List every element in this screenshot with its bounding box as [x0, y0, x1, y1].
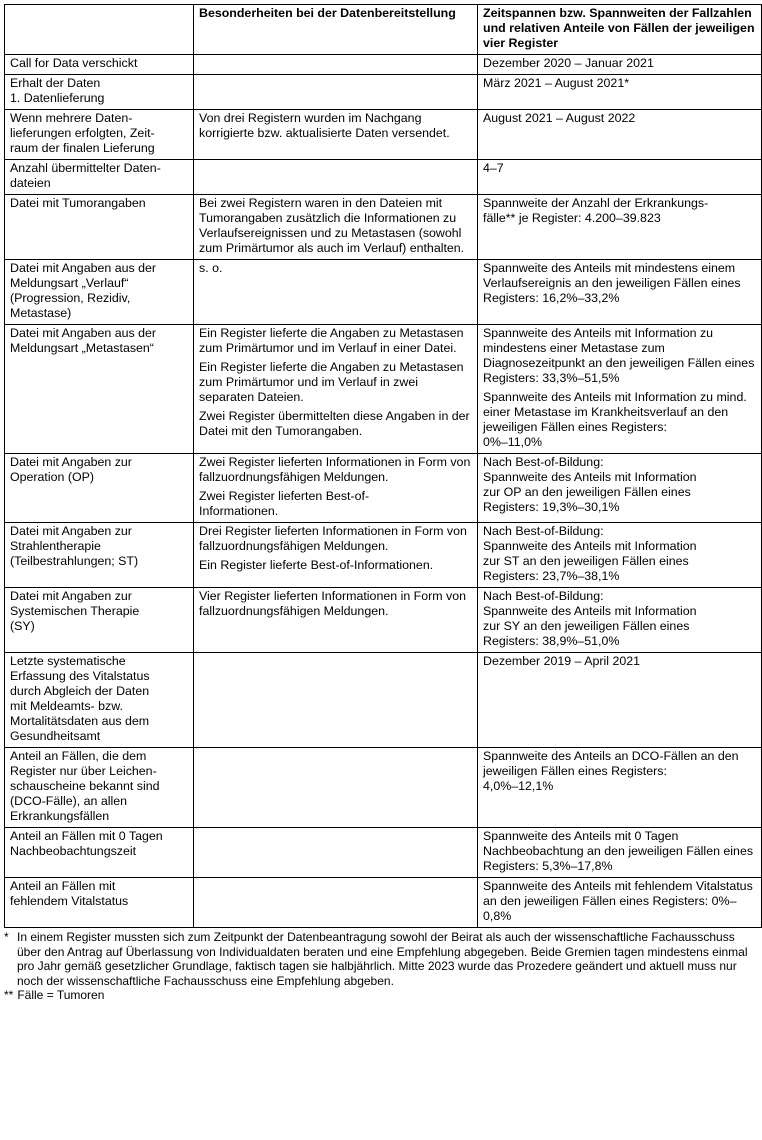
footnote-text: Fälle = Tumoren [17, 988, 105, 1002]
text-line: Registers: 19,3%–30,1% [483, 500, 620, 514]
footnote-mark: ** [4, 988, 14, 1002]
detail-paragraph [199, 489, 472, 519]
range-paragraph [483, 261, 756, 306]
text-line: Vier Register lieferten Informationen in Form von fallzuordnungsfähigen Meldungen. [199, 589, 466, 618]
range-paragraph [483, 589, 756, 649]
text-line: Call for Data verschickt [10, 56, 138, 70]
table-row [5, 828, 762, 878]
text-line: Registers: 38,9%–51,0% [483, 634, 620, 648]
text-line: 4,0%–12,1% [483, 779, 554, 793]
footnote-mark: * [4, 930, 9, 944]
text-line: Spannweite des Anteils an DCO-Fällen an den jeweiligen Fällen eines Registers: [483, 749, 739, 778]
text-line: Nach Best-of-Bildung: [483, 524, 604, 538]
range-paragraph [483, 879, 756, 924]
table-row [5, 588, 762, 653]
text-line: Datei mit Angaben zur [10, 524, 132, 538]
detail-paragraph [199, 558, 472, 573]
table-row [5, 523, 762, 588]
text-line: fälle** je Register: 4.200–39.823 [483, 211, 661, 225]
range-paragraph [483, 749, 756, 794]
ranges-cell [478, 454, 762, 523]
row-label-cell [5, 110, 194, 160]
range-paragraph [483, 161, 756, 176]
text-line: Dezember 2020 – Januar 2021 [483, 56, 654, 70]
data-provision-table [4, 4, 762, 928]
text-line: Ein Register lieferte die Angaben zu Metastasen zum Primärtumor und im Verlauf in zwei separaten Dateien. [199, 360, 464, 404]
text-line: s. o. [199, 261, 223, 275]
text-line: Dezember 2019 – April 2021 [483, 654, 641, 668]
ranges-cell [478, 160, 762, 195]
detail-paragraph [199, 111, 472, 141]
text-line: Gesundheitsamt [10, 729, 101, 743]
row-label-cell [5, 325, 194, 454]
row-label-cell [5, 260, 194, 325]
detail-paragraph [199, 589, 472, 619]
text-line: Registers: 23,7%–38,1% [483, 569, 620, 583]
ranges-cell [478, 588, 762, 653]
text-line: Meldungsart „Metastasen“ [10, 341, 154, 355]
ranges-cell [478, 75, 762, 110]
text-line: Spannweite des Anteils mit Information [483, 539, 697, 553]
footnote [4, 930, 761, 988]
details-cell [194, 878, 478, 928]
text-line: (SY) [10, 619, 35, 633]
text-line: Datei mit Angaben zur [10, 455, 132, 469]
table-row [5, 195, 762, 260]
row-label-cell [5, 160, 194, 195]
text-line: Nach Best-of-Bildung: [483, 589, 604, 603]
detail-paragraph [199, 455, 472, 485]
table-row [5, 454, 762, 523]
range-paragraph [483, 524, 756, 584]
text-line: Meldungsart „Verlauf“ [10, 276, 129, 290]
text-line: (Progression, Rezidiv, [10, 291, 131, 305]
text-line: Spannweite des Anteils mit 0 Tagen Nachbeobachtung an den jeweiligen Fällen eines Registers: 5,3%–17,8% [483, 829, 754, 873]
text-line: (Teilbestrahlungen; ST) [10, 554, 139, 568]
text-line: Drei Register lieferten Informationen in Form von fallzuordnungsfähigen Meldungen. [199, 524, 467, 553]
row-label [10, 111, 188, 156]
text-line: Spannweite des Anteils mit Information zu mind. einer Metastase im Krankheitsverlauf an den jeweiligen Fällen eines Registers: [483, 390, 747, 434]
text-line: Datei mit Tumorangaben [10, 196, 146, 210]
range-paragraph [483, 829, 756, 874]
details-cell [194, 828, 478, 878]
row-label [10, 161, 188, 191]
text-line: Bei zwei Registern waren in den Dateien mit Tumorangaben zusätzlich die Informationen zu Verlaufsereignissen und zu Metastasen (sowohl zum Primärtumor als auch im Verlauf) enthalten. [199, 196, 465, 255]
row-label [10, 326, 188, 356]
detail-paragraph [199, 196, 472, 256]
details-cell [194, 325, 478, 454]
text-line: Spannweite der Anzahl der Erkrankungs- [483, 196, 709, 210]
details-cell [194, 748, 478, 828]
details-cell [194, 160, 478, 195]
details-cell [194, 260, 478, 325]
footnote [4, 988, 761, 1003]
detail-paragraph [199, 360, 472, 405]
text-line: Register nur über Leichen- [10, 764, 157, 778]
row-label [10, 879, 188, 909]
text-line: Metastase) [10, 306, 72, 320]
row-label [10, 196, 188, 211]
header-col2: Besonderheiten bei der Datenbereitstellung [194, 5, 478, 55]
ranges-cell [478, 748, 762, 828]
row-label [10, 455, 188, 485]
table-row [5, 260, 762, 325]
text-line: durch Abgleich der Daten [10, 684, 150, 698]
details-cell [194, 75, 478, 110]
row-label [10, 76, 188, 106]
range-paragraph [483, 654, 756, 669]
text-line: Spannweite des Anteils mit Information [483, 604, 697, 618]
text-line: Spannweite des Anteils mit fehlendem Vitalstatus an den jeweiligen Fällen eines Registers: 0%–0,8% [483, 879, 753, 923]
text-line: Zwei Register lieferten Best-of- [199, 489, 370, 503]
text-line: Wenn mehrere Daten- [10, 111, 133, 125]
row-label [10, 261, 188, 321]
text-line: Ein Register lieferte die Angaben zu Metastasen zum Primärtumor und im Verlauf in einer Datei. [199, 326, 464, 355]
row-label-cell [5, 523, 194, 588]
row-label [10, 749, 188, 824]
table-row [5, 160, 762, 195]
text-line: Spannweite des Anteils mit Information [483, 470, 697, 484]
row-label [10, 56, 188, 71]
text-line: Datei mit Angaben aus der [10, 326, 157, 340]
row-label-cell [5, 75, 194, 110]
ranges-cell [478, 325, 762, 454]
table-row [5, 878, 762, 928]
text-line: (DCO-Fälle), an allen [10, 794, 128, 808]
text-line: August 2021 – August 2022 [483, 111, 636, 125]
ranges-cell [478, 55, 762, 75]
text-line: Von drei Registern wurden im Nachgang korrigierte bzw. aktualisierte Daten versendet. [199, 111, 450, 140]
row-label [10, 829, 188, 859]
text-line: 4–7 [483, 161, 504, 175]
details-cell [194, 55, 478, 75]
text-line: Systemischen Therapie [10, 604, 140, 618]
row-label-cell [5, 55, 194, 75]
table-row [5, 55, 762, 75]
table-body [5, 55, 762, 928]
text-line: März 2021 – August 2021* [483, 76, 630, 90]
row-label-cell [5, 454, 194, 523]
text-line: Mortalitätsdaten aus dem [10, 714, 150, 728]
text-line: Datei mit Angaben aus der [10, 261, 157, 275]
text-line: Erfassung des Vitalstatus [10, 669, 150, 683]
detail-paragraph [199, 524, 472, 554]
text-line: Anteil an Fällen mit 0 Tagen [10, 829, 163, 843]
footnote-text: In einem Register mussten sich zum Zeitpunkt der Datenbeantragung sowohl der Beirat als auch der wissenschaftliche Fachausschuss über den Antrag auf Überlassung von Individualdaten beraten und eine Empfehlung abgegeben. Beide Gremien tagen mindestens einmal pro Jahr gemäß gesetzlicher Grundlage, faktisch tagen sie halbjährlich. Mitte 2023 wurde das Prozedere geändert und aktuell muss nur noch der wissenschaftliche Fachausschuss eine Empfehlung abgeben. [17, 930, 748, 988]
text-line: Zwei Register übermittelten diese Angaben in der Datei mit den Tumorangaben. [199, 409, 470, 438]
detail-paragraph [199, 326, 472, 356]
text-line: raum der finalen Lieferung [10, 141, 155, 155]
range-paragraph [483, 390, 756, 450]
text-line: Nachbeobachtungszeit [10, 844, 137, 858]
table-row [5, 75, 762, 110]
range-paragraph [483, 326, 756, 386]
table-row [5, 325, 762, 454]
table-header-row [5, 5, 762, 55]
text-line: 0%–11,0% [483, 435, 543, 449]
ranges-cell [478, 828, 762, 878]
details-cell [194, 454, 478, 523]
range-paragraph [483, 111, 756, 126]
text-line: dateien [10, 176, 51, 190]
text-line: fehlendem Vitalstatus [10, 894, 129, 908]
text-line: Letzte systematische [10, 654, 126, 668]
text-line: Strahlentherapie [10, 539, 101, 553]
text-line: Ein Register lieferte Best-of-Informationen. [199, 558, 434, 572]
detail-paragraph [199, 261, 472, 276]
details-cell [194, 588, 478, 653]
ranges-cell [478, 878, 762, 928]
ranges-cell [478, 195, 762, 260]
row-label-cell [5, 588, 194, 653]
row-label [10, 589, 188, 634]
table-row [5, 110, 762, 160]
range-paragraph [483, 455, 756, 515]
text-line: Spannweite des Anteils mit Information zu mindestens einer Metastase zum Diagnosezeitpunkt an den jeweiligen Fällen eines Registers: 33,3%–51,5% [483, 326, 755, 385]
ranges-cell [478, 110, 762, 160]
header-col3: Zeitspannen bzw. Spannweiten der Fallzahlen und relativen Anteile von Fällen der jeweiligen vier Register [478, 5, 762, 55]
text-line: Zwei Register lieferten Informationen in Form von fallzuordnungsfähigen Meldungen. [199, 455, 471, 484]
text-line: lieferungen erfolgten, Zeit- [10, 126, 155, 140]
text-line: Nach Best-of-Bildung: [483, 455, 604, 469]
details-cell [194, 195, 478, 260]
text-line: Erkrankungsfällen [10, 809, 110, 823]
text-line: Datei mit Angaben zur [10, 589, 132, 603]
text-line: schauscheine bekannt sind [10, 779, 160, 793]
details-cell [194, 523, 478, 588]
details-cell [194, 653, 478, 748]
text-line: zur ST an den jeweiligen Fällen eines [483, 554, 689, 568]
header-col1 [5, 5, 194, 55]
text-line: Spannweite des Anteils mit mindestens einem Verlaufsereignis an den jeweiligen Fällen eines Registers: 16,2%–33,2% [483, 261, 741, 305]
range-paragraph [483, 196, 756, 226]
row-label-cell [5, 878, 194, 928]
text-line: Informationen. [199, 504, 279, 518]
text-line: Operation (OP) [10, 470, 95, 484]
text-line: zur SY an den jeweiligen Fällen eines [483, 619, 690, 633]
range-paragraph [483, 56, 756, 71]
row-label [10, 524, 188, 569]
row-label-cell [5, 828, 194, 878]
text-line: Anteil an Fällen, die dem [10, 749, 147, 763]
table-row [5, 653, 762, 748]
text-line: Anteil an Fällen mit [10, 879, 116, 893]
detail-paragraph [199, 409, 472, 439]
details-cell [194, 110, 478, 160]
table-row [5, 748, 762, 828]
range-paragraph [483, 76, 756, 91]
text-line: zur OP an den jeweiligen Fällen eines [483, 485, 691, 499]
row-label [10, 654, 188, 744]
ranges-cell [478, 653, 762, 748]
row-label-cell [5, 195, 194, 260]
text-line: mit Meldeamts- bzw. [10, 699, 123, 713]
row-label-cell [5, 653, 194, 748]
ranges-cell [478, 260, 762, 325]
text-line: Anzahl übermittelter Daten- [10, 161, 161, 175]
row-label-cell [5, 748, 194, 828]
footnotes [4, 930, 761, 1003]
ranges-cell [478, 523, 762, 588]
text-line: Erhalt der Daten [10, 76, 101, 90]
text-line: 1. Datenlieferung [10, 91, 105, 105]
